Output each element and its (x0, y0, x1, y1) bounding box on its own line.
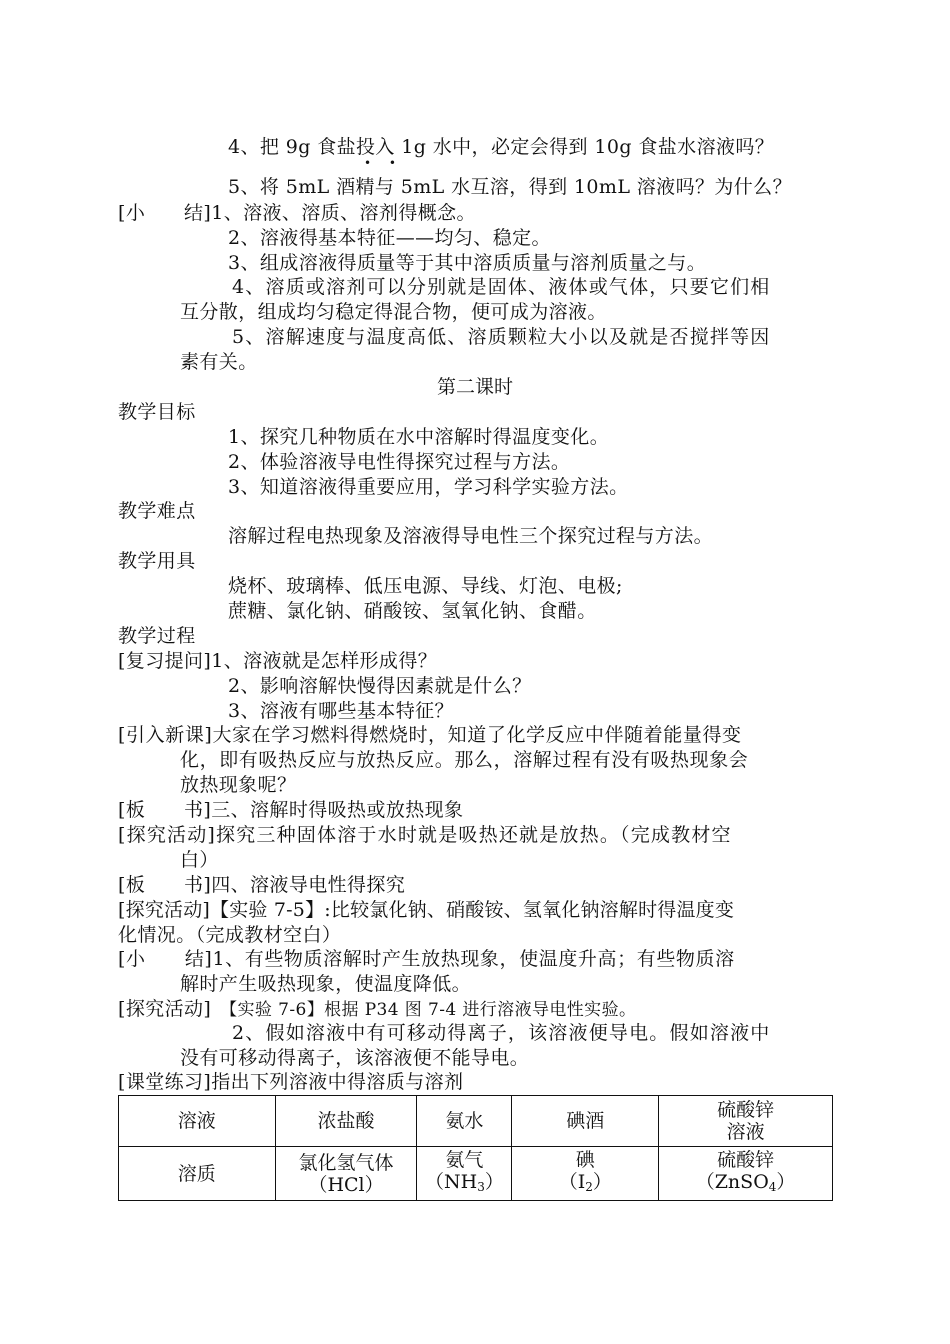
table-row (119, 1147, 833, 1201)
activity-1-line-1 (118, 824, 732, 846)
difficulty-text: 溶解过程电热现象及溶液得导电性三个探究过程与方法。 (228, 525, 714, 547)
table-header-cell: 碘酒 (512, 1096, 659, 1147)
cell-name: 氯化氢气体 (298, 1151, 394, 1174)
formula-part: （ZnSO (695, 1171, 769, 1193)
board-2 (118, 874, 405, 896)
formula-part: （NH (425, 1171, 478, 1193)
board-1-text: 三、溶解时得吸热或放热现象 (211, 799, 464, 821)
activity-2-text-a: 【实验 7-5】:比较氯化钠、硝酸铵、氢氧化钠溶解时得温度变 (210, 899, 735, 921)
summary-1-item-5a: 5、溶解速度与温度高低、溶质颗粒大小以及就是否搅拌等因 (232, 326, 771, 348)
formula-subscript: 3 (477, 1180, 485, 1194)
formula-part: ） (484, 1171, 504, 1193)
goal-3: 3、知道溶液得重要应用，学习科学实验方法。 (228, 476, 629, 498)
cell-name: 硫酸锌 (717, 1149, 775, 1171)
formula-part: ） (776, 1171, 796, 1193)
intro-tag: [引入新课] (118, 724, 213, 746)
board-2-text: 四、溶液导电性得探究 (211, 874, 406, 896)
summary-1-item-4b: 互分散，组成均匀稳定得混合物，便可成为溶液。 (180, 301, 607, 323)
summary-1-item-1: 1、溶液、溶质、溶剂得概念。 (211, 202, 476, 224)
table-cell (659, 1147, 833, 1201)
activity-2-line-1 (118, 899, 734, 921)
summary-1-item-2: 2、溶液得基本特征——均匀、稳定。 (228, 227, 551, 249)
goal-1: 1、探究几种物质在水中溶解时得温度变化。 (228, 426, 610, 448)
intro-text-b: 化，即有吸热反应与放热反应。那么，溶解过程有没有吸热现象会 (180, 749, 749, 771)
board-tag-2: [板 书] (118, 874, 212, 896)
activity-1-text-a: 探究三种固体溶于水时就是吸热还就是放热。（完成教材空 (216, 824, 732, 846)
activity-tag-3: [探究活动] (118, 998, 212, 1020)
lesson-2-heading: 第二课时 (436, 376, 513, 398)
summary-1-item-5b: 素有关。 (180, 351, 258, 373)
intro-line-1 (118, 724, 742, 746)
cell-name: 氨气 (445, 1149, 484, 1171)
summary-2-item-2a: 2、假如溶液中有可移动得离子，该溶液便导电。假如溶液中 (232, 1022, 771, 1044)
formula-subscript: 4 (768, 1180, 777, 1194)
review-item-2: 2、影响溶解快慢得因素就是什么？ (228, 675, 532, 697)
goals-heading: 教学目标 (118, 401, 196, 423)
exercise-table (118, 1095, 833, 1201)
intro-text-c: 放热现象呢？ (180, 774, 297, 796)
review-item-1: 1、溶液就是怎样形成得？ (211, 650, 438, 672)
table-cell (417, 1147, 512, 1201)
summary-1-item-3: 3、组成溶液得质量等于其中溶质质量与溶剂质量之与。 (228, 252, 707, 274)
tools-heading: 教学用具 (118, 550, 196, 572)
activity-tag-1: [探究活动] (118, 824, 217, 846)
cell-formula: （HCl） (308, 1173, 384, 1196)
board-1 (118, 799, 463, 821)
goal-2: 2、体验溶液导电性得探究过程与方法。 (228, 451, 571, 473)
review-line-1 (118, 650, 437, 672)
process-heading: 教学过程 (118, 625, 196, 647)
practice-text: 指出下列溶液中得溶质与溶剂 (211, 1071, 464, 1093)
activity-3 (118, 998, 636, 1021)
summary-2-text-b: 解时产生吸热现象，使温度降低。 (180, 973, 472, 995)
difficulty-heading: 教学难点 (118, 500, 196, 522)
activity-3-text: 【实验 7-6】根据 P34 图 7-4 进行溶液导电性实验。 (211, 1000, 637, 1020)
summary-2-text-a: 1、有些物质溶解时产生放热现象，使温度升高；有些物质溶 (212, 948, 735, 970)
tools-line-1: 烧杯、玻璃棒、低压电源、导线、灯泡、电极; (228, 575, 623, 597)
table-cell (512, 1147, 659, 1201)
question-4-emph: 入 (375, 136, 395, 158)
activity-1-text-b: 白） (180, 849, 219, 871)
formula-part: （I (558, 1171, 586, 1193)
table-header-cell (659, 1096, 833, 1147)
header-line-2: 溶液 (726, 1121, 765, 1143)
cell-formula (421, 1171, 507, 1198)
review-tag: [复习提问] (118, 650, 212, 672)
activity-tag-2: [探究活动] (118, 899, 211, 921)
practice-tag: [课堂练习] (118, 1071, 212, 1093)
intro-text-a: 大家在学习燃料得燃烧时，知道了化学反应中伴随着能量得变 (212, 724, 742, 746)
board-tag-1: [板 书] (118, 799, 212, 821)
tools-line-2: 蔗糖、氯化钠、硝酸铵、氢氧化钠、食醋。 (228, 600, 597, 622)
emphasis-dots: • • (364, 156, 403, 170)
formula-subscript: 2 (585, 1180, 593, 1194)
table-row (119, 1096, 833, 1147)
formula-part: ） (592, 1171, 612, 1193)
table-row-label: 溶质 (119, 1147, 276, 1201)
header-line-1: 硫酸锌 (717, 1099, 775, 1121)
cell-formula (516, 1171, 654, 1198)
table-header-cell: 浓盐酸 (275, 1096, 417, 1147)
table-header-cell: 溶液 (119, 1096, 276, 1147)
practice-line (118, 1071, 463, 1093)
activity-2-text-b: 化情况。（完成教材空白） (118, 924, 342, 946)
cell-name: 碘 (575, 1149, 595, 1171)
question-4 (228, 136, 774, 158)
summary-tag: [小 结] (118, 202, 212, 224)
summary-2-item-2b: 没有可移动得离子，该溶液便不能导电。 (180, 1047, 530, 1069)
summary-tag-2: [小 结] (118, 948, 213, 970)
question-4-text-a: 4、把 9g 食盐投 (228, 136, 376, 158)
review-item-3: 3、溶液有哪些基本特征？ (228, 700, 454, 722)
summary-1-item-4a: 4、溶质或溶剂可以分别就是固体、液体或气体，只要它们相 (232, 276, 771, 298)
summary-1-line-1 (118, 202, 476, 224)
summary-2-line-1 (118, 948, 735, 970)
question-5: 5、将 5mL 酒精与 5mL 水互溶，得到 10mL 溶液吗？为什么？ (228, 176, 792, 198)
table-header-cell: 氨水 (417, 1096, 512, 1147)
table-cell (275, 1147, 417, 1201)
cell-formula (663, 1171, 828, 1198)
question-4-text-b: 1g 水中，必定会得到 10g 食盐水溶液吗？ (394, 136, 775, 158)
